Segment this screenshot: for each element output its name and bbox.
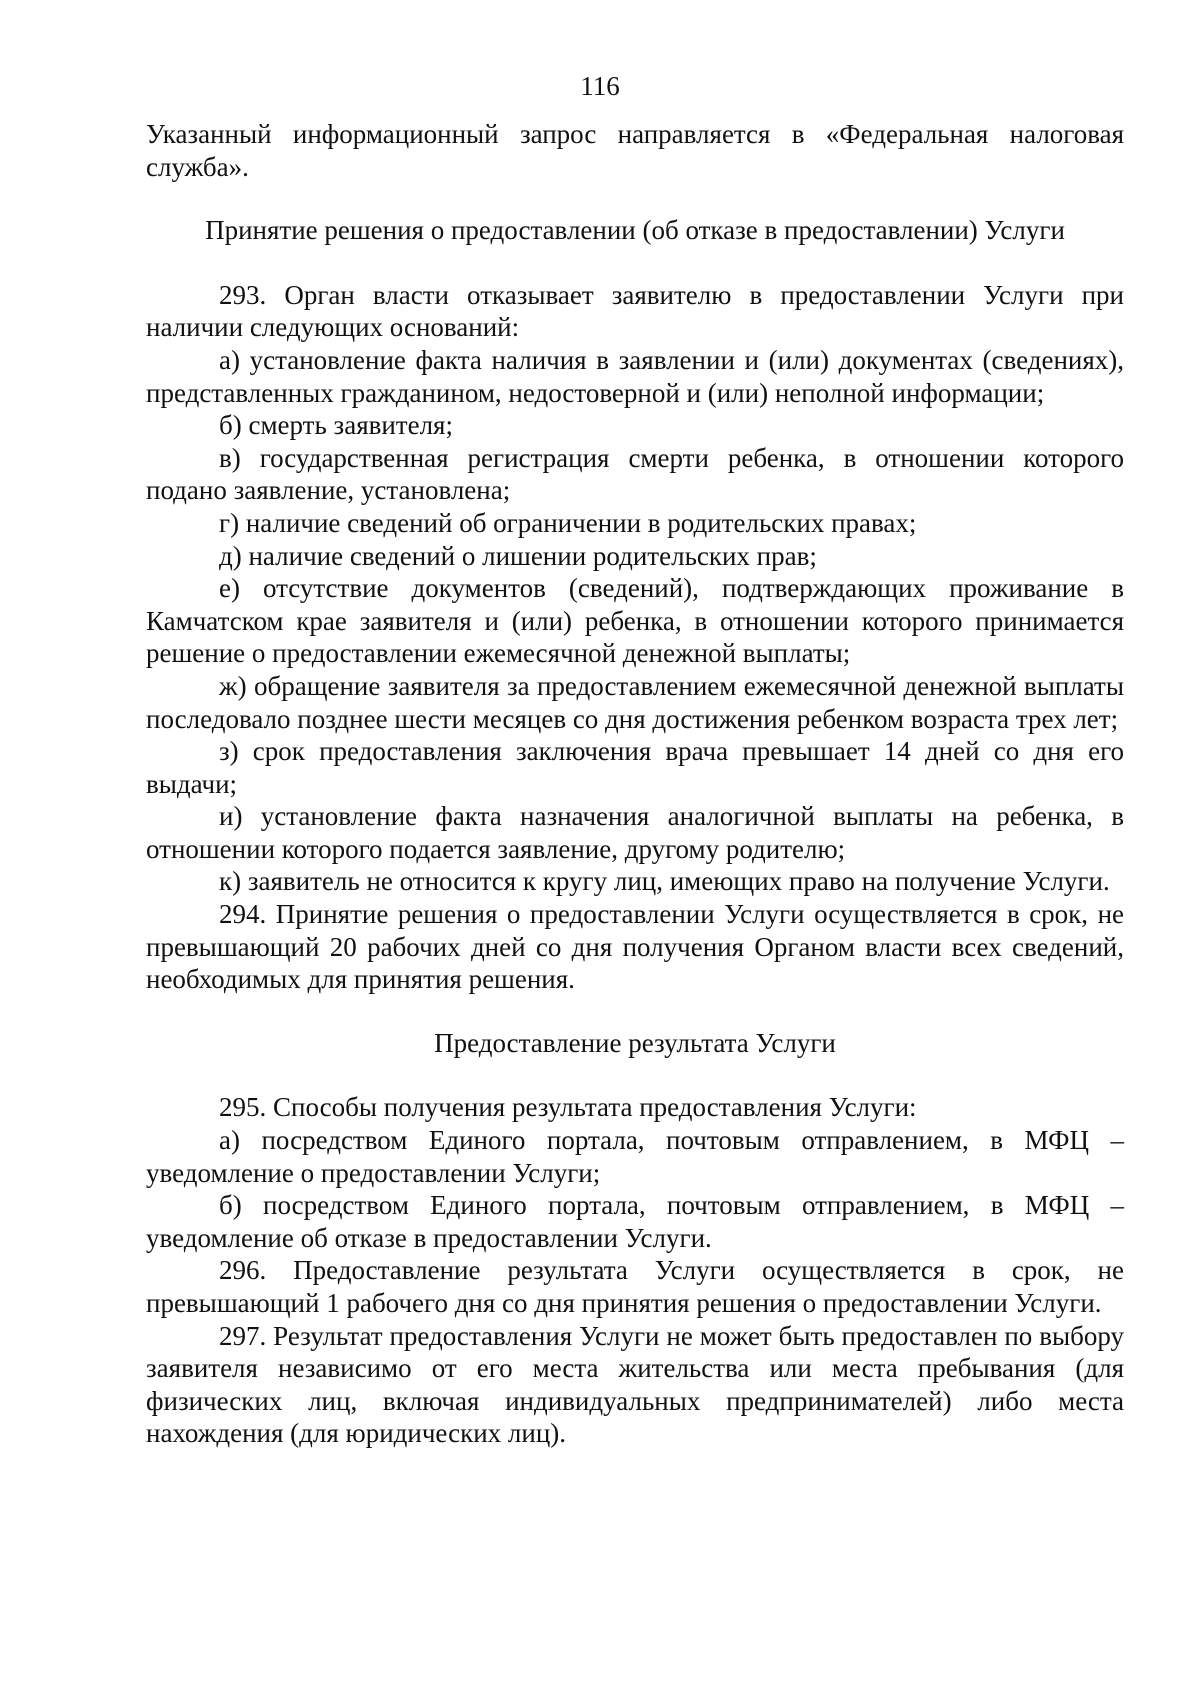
list-item-e: е) отсутствие документов (сведений), подтверждающих проживание в Камчатском крае заявителя и (или) ребенка, в отношении которого принимается решение о предоставлении ежемесячной денежной выплаты; <box>146 573 1124 669</box>
page-number: 116 <box>580 71 620 101</box>
list-item-z: з) срок предоставления заключения врача превышает 14 дней со дня его выдачи; <box>146 736 1124 799</box>
paragraph-296: 296. Предоставление результата Услуги осуществляется в срок, не превышающий 1 рабочего дня со дня принятия решения о предоставлении Услуги. <box>146 1255 1124 1318</box>
section-heading-result: Предоставление результата Услуги <box>434 1027 836 1058</box>
list-item-b: б) смерть заявителя; <box>219 410 453 441</box>
list-item-295-b: б) посредством Единого портала, почтовым отправлением, в МФЦ – уведомление об отказе в предоставлении Услуги. <box>146 1190 1124 1253</box>
list-item-g: г) наличие сведений об ограничении в родительских правах; <box>219 507 917 538</box>
list-item-k: к) заявитель не относится к кругу лиц, имеющих право на получение Услуги. <box>219 866 1110 897</box>
list-item-i: и) установление факта назначения аналогичной выплаты на ребенка, в отношении которого подается заявление, другому родителю; <box>146 801 1124 864</box>
paragraph-intro: Указанный информационный запрос направляется в «Федеральная налоговая служба». <box>146 119 1124 182</box>
list-item-a: а) установление факта наличия в заявлении и (или) документах (сведениях), представленных гражданином, недостоверной и (или) неполной информации; <box>146 344 1124 408</box>
paragraph-295: 295. Способы получения результата предоставления Услуги: <box>219 1092 917 1123</box>
list-item-d: д) наличие сведений о лишении родительских прав; <box>219 540 817 571</box>
paragraph-293: 293. Орган власти отказывает заявителю в предоставлении Услуги при наличии следующих оснований: <box>146 279 1124 343</box>
list-item-v: в) государственная регистрация смерти ребенка, в отношении которого подано заявление, установлена; <box>146 442 1124 506</box>
paragraph-297: 297. Результат предоставления Услуги не может быть предоставлен по выбору заявителя независимо от его места жительства или места пребывания (для физических лиц, включая индивидуальных предпринимателей) либо места нахождения (для юридических лиц). <box>146 1320 1124 1449</box>
list-item-zh: ж) обращение заявителя за предоставлением ежемесячной денежной выплаты последовало позднее шести месяцев со дня достижения ребенком возраста трех лет; <box>146 670 1124 734</box>
section-heading-decision: Принятие решения о предоставлении (об отказе в предоставлении) Услуги <box>205 215 1065 246</box>
list-item-295-a: а) посредством Единого портала, почтовым отправлением, в МФЦ – уведомление о предоставлении Услуги; <box>146 1125 1124 1188</box>
paragraph-294: 294. Принятие решения о предоставлении Услуги осуществляется в срок, не превышающий 20 рабочих дней со дня получения Органом власти всех сведений, необходимых для принятия решения. <box>146 899 1124 995</box>
document-body <box>146 118 1124 1450</box>
